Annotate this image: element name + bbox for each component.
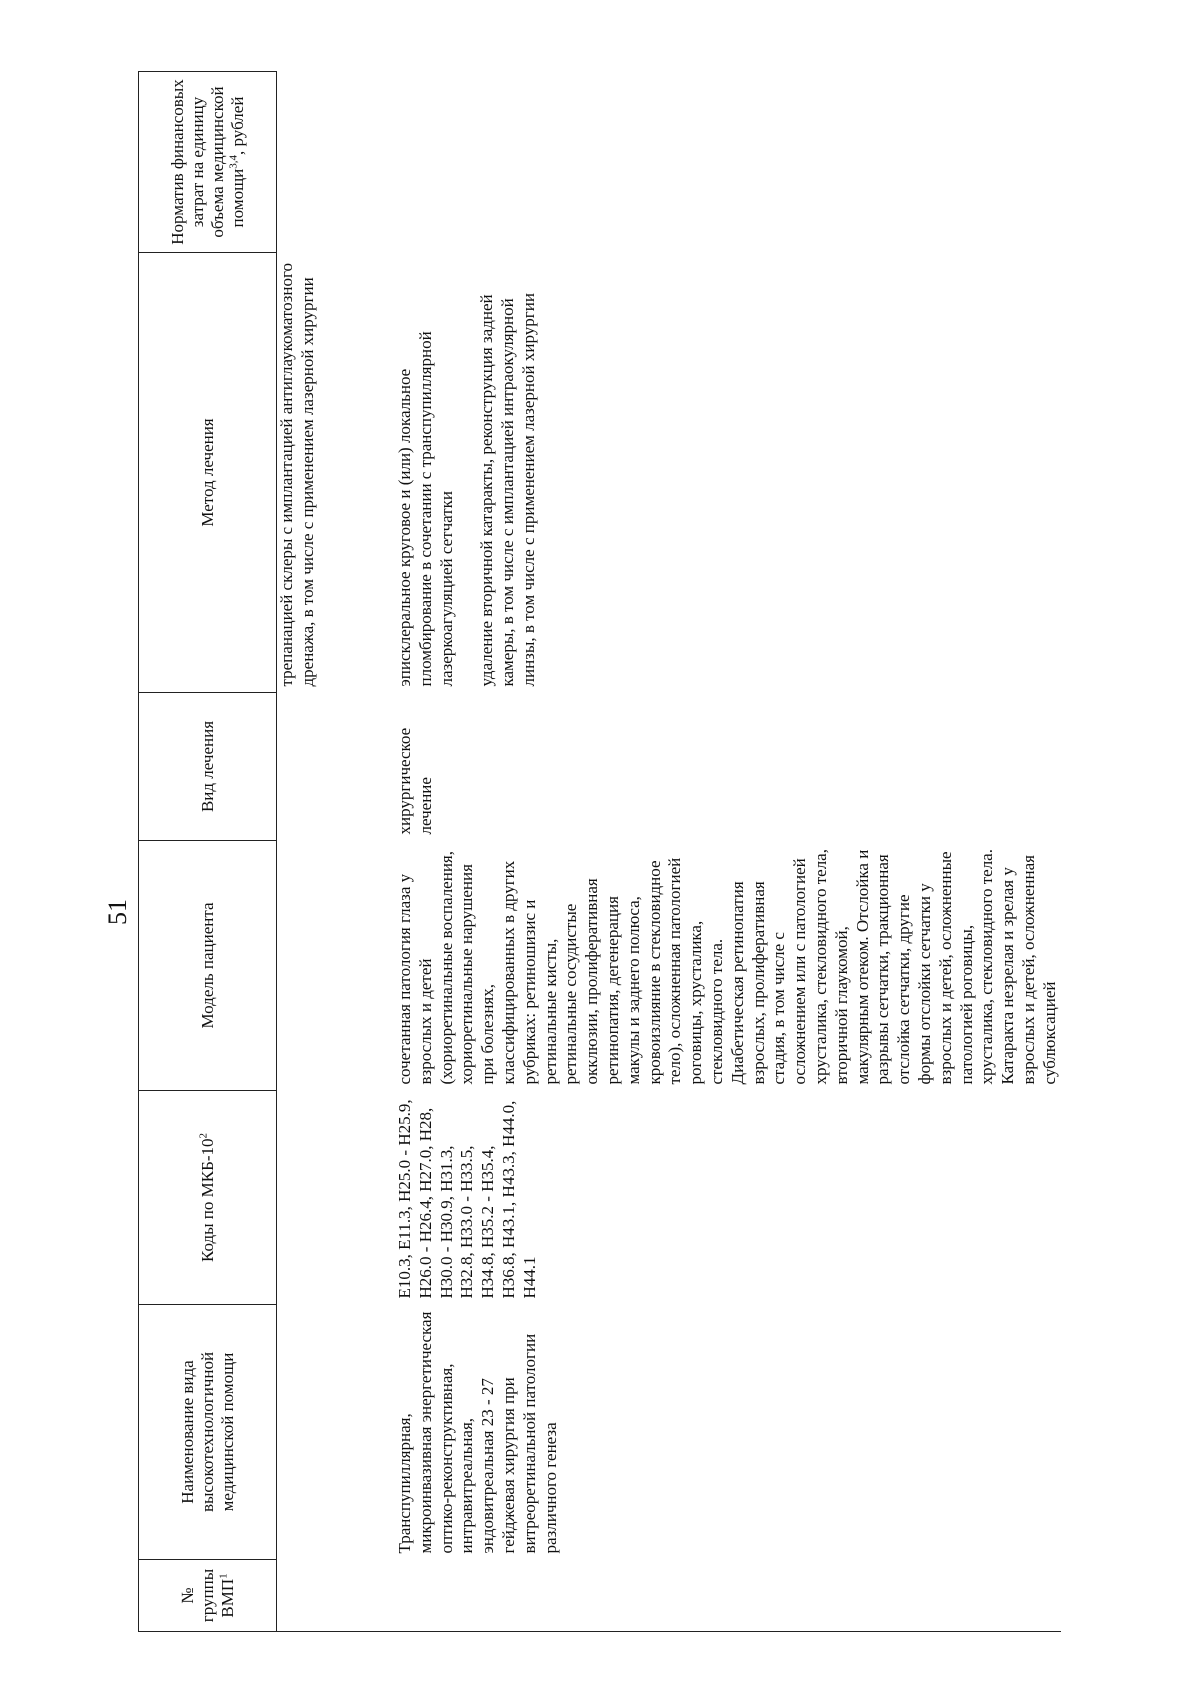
header-treatment-type	[139, 693, 277, 841]
header-cost-standard-unit: , рублей	[227, 96, 247, 155]
cell-method-top	[277, 253, 396, 693]
header-group-number-text: № группы ВМП	[177, 1568, 237, 1623]
header-cost-standard-footnote: 3,4	[226, 154, 239, 169]
header-icd-codes	[139, 1091, 277, 1305]
cell-treatment-type	[395, 693, 1061, 841]
patient-model-text: сочетанная патология глаза у взрослых и детей (хориоретинальные воспаления, хориоретинальные нарушения при болезнях, классифицированных в других рубриках: ретиношизис и ретинальные кисты, ретинальные сосудистые окклюзии, пролиферативная ретинопатия, дегенерация макулы и заднего полюса, кровоизлияние в стекловидное тело), осложненная патологией роговицы, хрусталика, стекловидного тела. Диабетическая ретинопатия взрослых, пролиферативная стадия, в том числе с осложнением или с патологией хрусталика, стекловидного тела, вторичной глаукомой, макулярным отеком. Отслойка и разрывы сетчатки, тракционная отслойка сетчатки, другие формы отслойки сетчатки у взрослых и детей, осложненные патологией роговицы, хрусталика, стекловидного тела. Катаракта незрелая и зрелая у взрослых и детей, осложненная сублюксацией	[395, 849, 1059, 1085]
header-treatment-method	[139, 253, 277, 693]
header-care-type-name-text: Наименование вида высокотехнологичной медицинской помощи	[177, 1351, 237, 1513]
page-number: 51	[103, 899, 132, 925]
header-group-number-footnote: 1	[216, 1573, 229, 1579]
header-group-number	[139, 1560, 277, 1632]
cell-cost-standard	[395, 72, 1061, 253]
cell-icd-codes	[395, 1091, 1061, 1305]
cell-spacer-type	[277, 693, 396, 841]
header-treatment-method-text: Метод лечения	[197, 418, 217, 527]
header-cost-standard-text: Норматив финансовых затрат на единицу объема медицинской помощи	[167, 79, 247, 245]
icd-codes-text: E10.3, E11.3, H25.0 - H25.9, H26.0 - H26.4, H27.0, H28, H30.0 - H30.9, H31.3, H32.8, H33.0 - H33.5, H34.8, H35.2 - H35.4, H36.8, H43.1, H43.3, H44.0, H44.1	[395, 1099, 539, 1299]
header-patient-model-text: Модель пациента	[197, 902, 217, 1029]
header-treatment-type-text: Вид лечения	[197, 720, 217, 813]
vmp-table	[138, 71, 1061, 1632]
header-icd-codes-text: Коды по МКБ-10	[197, 1138, 217, 1263]
cell-patient-model	[395, 841, 1061, 1091]
method-top-text: трепанацией склеры с имплантацией антиглаукоматозного дренажа, в том числе с применением лазерной хирургии	[277, 262, 317, 687]
header-patient-model	[139, 841, 277, 1091]
header-icd-codes-footnote: 2	[196, 1132, 209, 1139]
table-row-continuation	[277, 72, 396, 1632]
cell-spacer-name	[277, 1305, 396, 1560]
method-secondary-cataract-removal: удаление вторичной катаракты, реконструкция задней камеры, в том числе с имплантацией интраокулярной линзы, в том числе с применением лазерной хирургии	[477, 293, 538, 687]
cell-spacer-num	[277, 1560, 396, 1632]
cell-group-number	[395, 1560, 1061, 1632]
method-scleral-buckling: эписклеральное круговое и (или) локальное пломбирование в сочетании с транспупиллярной лазеркоагуляцией сетчатки	[395, 331, 456, 687]
header-cost-standard	[139, 72, 277, 253]
treatment-type-text: хирургическое лечение	[395, 727, 435, 835]
cell-spacer-norm	[277, 72, 396, 253]
rotated-document-sheet	[138, 72, 1200, 1632]
cell-spacer-model	[277, 841, 396, 1091]
cell-treatment-methods	[395, 253, 1061, 693]
cell-care-type-name	[395, 1305, 1061, 1560]
header-care-type-name	[139, 1305, 277, 1560]
table-row	[395, 72, 1061, 1632]
care-type-name-text: Транспупиллярная, микроинвазивная энергетическая оптико-реконструктивная, интравитреальная, эндовитреальная 23 - 27 гейджевая хирургия при витреоретинальной патологии различного генеза	[395, 1311, 560, 1554]
table-header-row	[139, 72, 277, 1632]
cell-spacer-codes	[277, 1091, 396, 1305]
